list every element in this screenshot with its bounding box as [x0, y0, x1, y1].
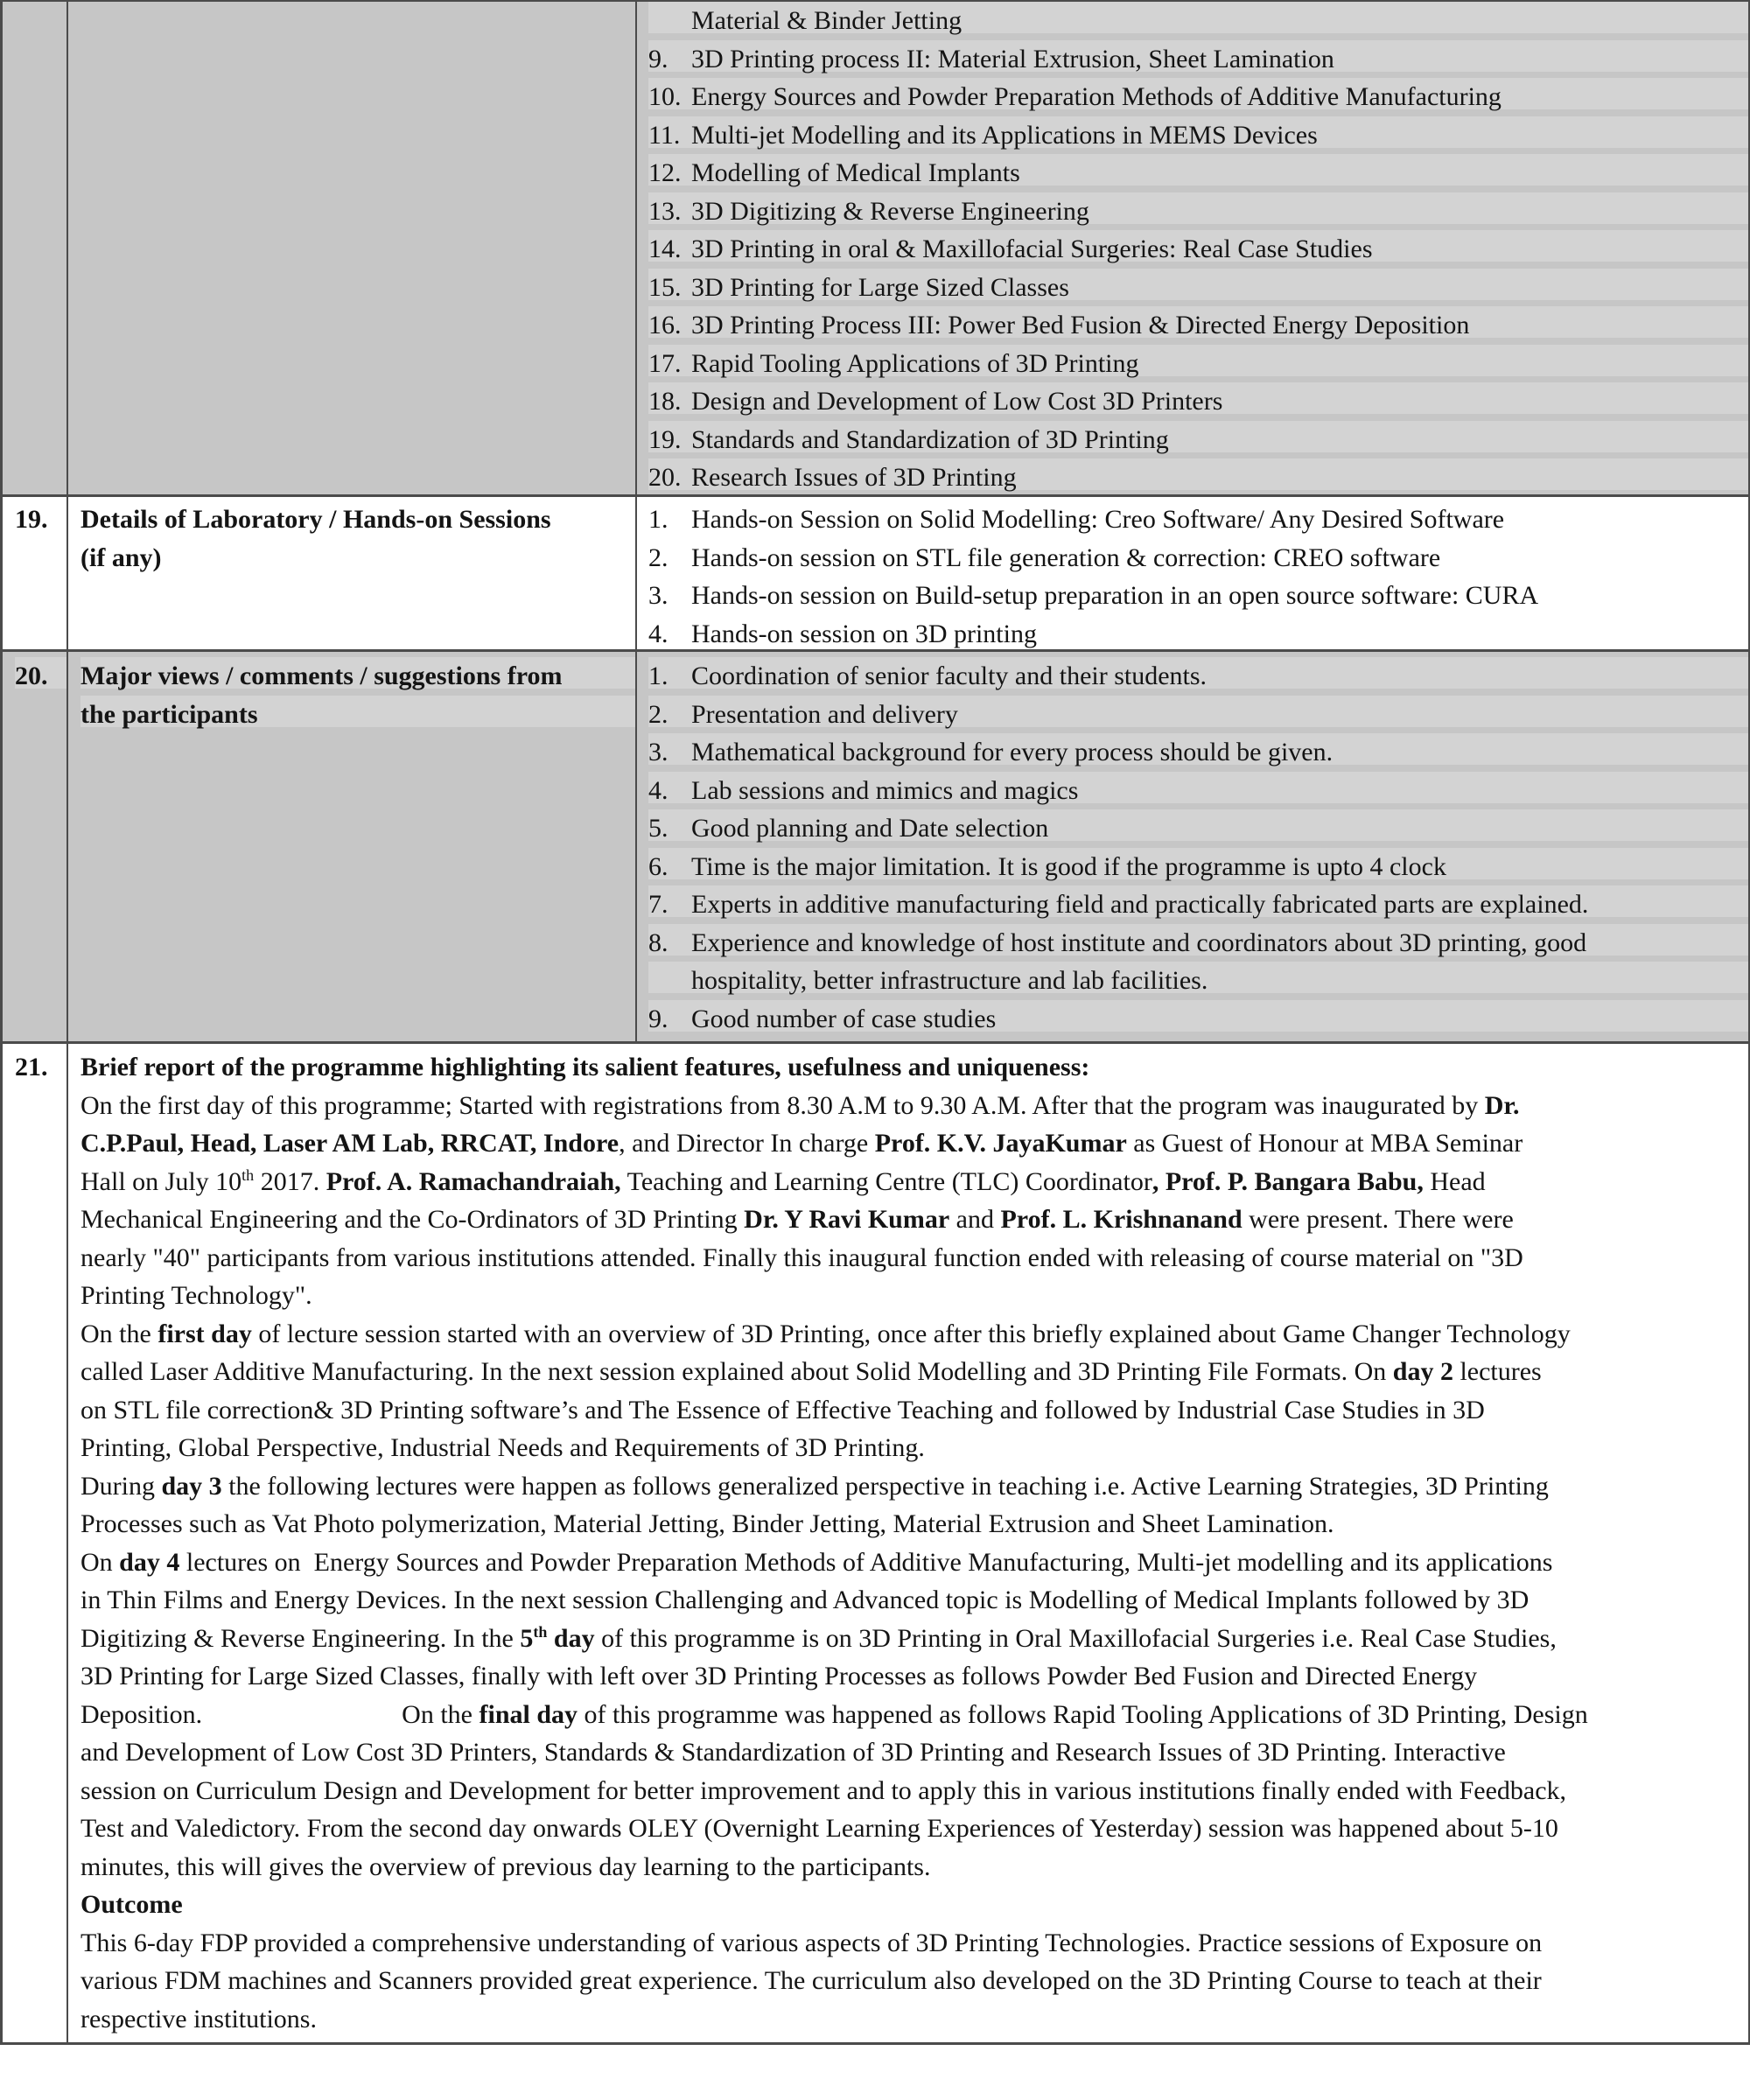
- list-text: Hands-on session on Build-setup preparation in an open source software: CURA: [691, 581, 1539, 610]
- body-text: were present. There were: [1242, 1205, 1514, 1234]
- list-text: hospitality, better infrastructure and lab facilities.: [691, 966, 1208, 995]
- list-line: [648, 78, 1748, 116]
- hands-on-sessions-list: [637, 497, 1748, 649]
- row-number-cell: [3, 497, 68, 649]
- label-line: Major views / comments / suggestions from: [80, 657, 635, 696]
- brief-report-text: [68, 1044, 1748, 2042]
- list-text: Material & Binder Jetting: [691, 6, 962, 35]
- text-line: [80, 1200, 1740, 1239]
- body-text: called Laser Additive Manufacturing. In the next session explained about Solid Modelling and 3D Printing File Formats. On: [80, 1357, 1393, 1386]
- list-text: Coordination of senior faculty and their students.: [691, 662, 1208, 690]
- bold-text: day: [547, 1623, 595, 1653]
- bold-text: final day: [479, 1699, 578, 1729]
- list-number: 13.: [648, 196, 682, 226]
- text-line: [80, 1772, 1740, 1810]
- body-text: Deposition.: [80, 1699, 203, 1729]
- body-text: and Development of Low Cost 3D Printers, Standards & Standardization of 3D Printing and Research Issues of 3D Printing. Interactive: [80, 1738, 1506, 1767]
- bold-text: Prof. K.V. JayaKumar: [874, 1129, 1127, 1158]
- list-line: [648, 657, 1748, 696]
- list-line: [648, 1000, 1748, 1039]
- text-line: [80, 1810, 1740, 1848]
- list-number: 3.: [648, 738, 668, 766]
- label-line: the participants: [80, 696, 635, 734]
- list-number: 10.: [648, 82, 682, 111]
- list-number: 7.: [648, 890, 668, 919]
- text-line: [80, 1163, 1740, 1201]
- body-text: of this programme was happened as follows Rapid Tooling Applications of 3D Printing, Design: [578, 1699, 1588, 1729]
- bold-text: , Prof. P. Bangara Babu,: [1152, 1166, 1424, 1196]
- text-line: [80, 1886, 1740, 1924]
- body-text: lectures: [1452, 1357, 1542, 1386]
- list-line: [648, 577, 1748, 615]
- text-line: [80, 1353, 1740, 1391]
- body-text: On the: [402, 1699, 480, 1729]
- bold-text: first day: [158, 1319, 252, 1348]
- list-line: [648, 809, 1748, 848]
- list-text: 3D Printing for Large Sized Classes: [691, 272, 1069, 302]
- body-text: minutes, this will gives the overview of previous day learning to the participants.: [80, 1852, 931, 1881]
- list-number: 1.: [648, 662, 668, 690]
- body-text: 2017.: [254, 1166, 326, 1196]
- label-line: (if any): [80, 542, 162, 572]
- list-text: Energy Sources and Powder Preparation Methods of Additive Manufacturing: [691, 82, 1502, 111]
- list-number: 14.: [648, 234, 682, 263]
- text-line: [80, 1657, 1740, 1696]
- body-text: on STL file correction& 3D Printing software’s and The Essence of Effective Teaching and followed by Industrial Case Studies in 3D: [80, 1395, 1485, 1424]
- body-text: On: [80, 1547, 120, 1577]
- body-text: Mechanical Engineering and the Co-Ordinators of 3D Printing: [80, 1205, 745, 1234]
- row-number: 19.: [15, 505, 48, 534]
- table-row-topics-continued: [3, 2, 1748, 497]
- list-line: [648, 615, 1748, 650]
- bold-text: day 4: [119, 1547, 180, 1577]
- bold-text: 5: [520, 1623, 534, 1653]
- list-number: 5.: [648, 814, 668, 843]
- list-number: 15.: [648, 272, 682, 302]
- body-text: th: [242, 1166, 255, 1184]
- list-number: 4.: [648, 775, 668, 805]
- body-text: , and Director In charge: [619, 1129, 875, 1158]
- row-number-cell: [3, 652, 68, 1041]
- list-text: Time is the major limitation. It is good if the programme is upto 4 clock: [691, 851, 1446, 881]
- bold-text: day 3: [161, 1471, 222, 1501]
- list-text: Standards and Standardization of 3D Printing: [691, 424, 1169, 454]
- table-row-19: [3, 497, 1748, 652]
- list-number: 6.: [648, 851, 668, 881]
- body-text: Digitizing & Reverse Engineering. In the: [80, 1623, 521, 1653]
- list-text: 3D Digitizing & Reverse Engineering: [691, 196, 1089, 226]
- list-number: 1.: [648, 505, 668, 534]
- body-text: Teaching and Learning Centre (TLC) Coordinator: [620, 1166, 1152, 1196]
- list-line: [648, 772, 1748, 810]
- body-text: During: [80, 1471, 162, 1501]
- list-number: 9.: [648, 1004, 668, 1033]
- body-text: On the first day of this programme; Started with registrations from 8.30 A.M to 9.30 A.M. After that the program was inaugurated by: [80, 1090, 1485, 1120]
- label-line: Details of Laboratory / Hands-on Sessions: [80, 505, 551, 534]
- list-line: [648, 269, 1748, 307]
- text-line: [80, 1124, 1740, 1163]
- list-number: 18.: [648, 387, 682, 416]
- text-line: [80, 1391, 1740, 1430]
- body-text: On the: [80, 1319, 158, 1348]
- list-line: [648, 962, 1748, 1000]
- bold-text: Outcome: [80, 1890, 183, 1919]
- text-line: [80, 1924, 1740, 1963]
- bold-text: Brief report of the programme highlighting its salient features, usefulness and uniqueness:: [80, 1053, 1090, 1082]
- text-line: [80, 1620, 1740, 1658]
- text-line: [80, 1277, 1740, 1315]
- bold-text: C.P.Paul, Head, Laser AM Lab, RRCAT, Indore: [80, 1129, 620, 1158]
- list-line: [648, 500, 1748, 539]
- text-line: [80, 1087, 1740, 1125]
- list-line: [648, 382, 1748, 421]
- list-line: [648, 2, 1748, 40]
- list-text: Hands-on Session on Solid Modelling: Creo Software/ Any Desired Software: [691, 505, 1505, 534]
- list-line: [648, 421, 1748, 459]
- list-text: Experience and knowledge of host institute and coordinators about 3D printing, good: [691, 928, 1587, 957]
- bold-text: Prof. A. Ramachandraiah,: [326, 1166, 621, 1196]
- list-line: [648, 924, 1748, 962]
- list-text: Hands-on session on 3D printing: [691, 619, 1037, 648]
- list-number: 2.: [648, 699, 668, 729]
- list-text: Modelling of Medical Implants: [691, 158, 1020, 187]
- text-line: [80, 1467, 1740, 1506]
- list-line: [648, 696, 1748, 734]
- body-text: and: [949, 1205, 1001, 1234]
- table-row-21: [3, 1044, 1748, 2045]
- list-text: Mathematical background for every process should be given.: [691, 738, 1334, 766]
- body-text: in Thin Films and Energy Devices. In the next session Challenging and Advanced topic is Modelling of Medical Implants followed by 3D: [80, 1586, 1530, 1614]
- list-text: Research Issues of 3D Printing: [691, 463, 1017, 492]
- list-number: 4.: [648, 619, 668, 648]
- row-label-cell-empty: [68, 2, 637, 494]
- row-number: 20.: [15, 657, 66, 696]
- body-text: 3D Printing for Large Sized Classes, finally with left over 3D Printing Processes as follows Powder Bed Fusion and Directed Energy: [80, 1662, 1478, 1690]
- list-text: Lab sessions and mimics and magics: [691, 775, 1079, 805]
- list-text: Experts in additive manufacturing field and practically fabricated parts are explained.: [691, 890, 1589, 919]
- list-line: [648, 40, 1748, 79]
- bold-text: day 2: [1392, 1357, 1453, 1386]
- body-text: lectures on Energy Sources and Powder Preparation Methods of Additive Manufacturing, Multi-jet modelling and its applications: [179, 1547, 1553, 1577]
- text-line: [80, 1505, 1740, 1544]
- list-number: 9.: [648, 44, 668, 74]
- table-row-20: [3, 652, 1748, 1044]
- list-text: Presentation and delivery: [691, 699, 958, 729]
- list-line: [648, 154, 1748, 192]
- list-line: [648, 116, 1748, 155]
- body-text: of lecture session started with an overview of 3D Printing, once after this briefly explained about Game Changer Technology: [251, 1319, 1571, 1348]
- row-19-label: [68, 497, 637, 649]
- body-text: session on Curriculum Design and Development for better improvement and to apply this in various institutions finally ended with Feedback,: [80, 1775, 1567, 1805]
- text-line: [80, 1962, 1740, 2000]
- list-text: 3D Printing Process III: Power Bed Fusion & Directed Energy Deposition: [691, 311, 1470, 340]
- text-line: [80, 1544, 1740, 1582]
- body-text: respective institutions.: [80, 2004, 317, 2034]
- body-text: This 6-day FDP provided a comprehensive understanding of various aspects of 3D Printing Technologies. Practice sessions of Exposure on: [80, 1928, 1543, 1957]
- list-text: 3D Printing process II: Material Extrusion, Sheet Lamination: [691, 44, 1334, 74]
- text-line: [80, 1315, 1740, 1354]
- row-number-cell-empty: [3, 2, 68, 494]
- text-line: [80, 2000, 1740, 2039]
- list-number: 16.: [648, 311, 682, 340]
- list-text: Design and Development of Low Cost 3D Printers: [691, 387, 1223, 416]
- list-line: [648, 230, 1748, 269]
- body-text: Printing Technology".: [80, 1281, 312, 1310]
- body-text: various FDM machines and Scanners provided great experience. The curriculum also developed on the 3D Printing Course to teach at their: [80, 1966, 1542, 1995]
- bold-text: Dr. Y Ravi Kumar: [744, 1205, 950, 1234]
- list-text: Good number of case studies: [691, 1004, 997, 1033]
- body-text: Test and Valedictory. From the second day onwards OLEY (Overnight Learning Experiences of Yesterday) session was happened about 5-10: [80, 1814, 1558, 1843]
- list-line: [648, 733, 1748, 772]
- body-text: of this programme is on 3D Printing in Oral Maxillofacial Surgeries i.e. Real Case Studies,: [594, 1623, 1557, 1653]
- list-line: [648, 848, 1748, 886]
- list-number: 19.: [648, 424, 682, 454]
- list-number: 20.: [648, 463, 682, 492]
- list-line: [648, 886, 1748, 924]
- body-text: Processes such as Vat Photo polymerization, Material Jetting, Binder Jetting, Material Extrusion and Sheet Lamination.: [80, 1509, 1334, 1538]
- list-line: [648, 192, 1748, 231]
- list-number: 12.: [648, 158, 682, 187]
- list-line: [648, 306, 1748, 345]
- topics-list: [637, 2, 1748, 494]
- list-line: [648, 345, 1748, 383]
- list-number: 2.: [648, 542, 668, 572]
- list-text: Good planning and Date selection: [691, 814, 1049, 843]
- list-text: Multi-jet Modelling and its Applications in MEMS Devices: [691, 120, 1318, 150]
- bold-text: Dr.: [1484, 1090, 1520, 1120]
- text-line: [80, 1581, 1740, 1620]
- body-text: nearly "40" participants from various institutions attended. Finally this inaugural function ended with releasing of course material on "3D: [80, 1242, 1523, 1272]
- text-line: [80, 1696, 1740, 1734]
- list-text: 3D Printing in oral & Maxillofacial Surgeries: Real Case Studies: [691, 234, 1373, 263]
- list-line: [648, 458, 1748, 494]
- body-text: Printing, Global Perspective, Industrial Needs and Requirements of 3D Printing.: [80, 1433, 925, 1462]
- list-text: Rapid Tooling Applications of 3D Printing: [691, 348, 1139, 378]
- body-text: Hall on July 10: [80, 1166, 242, 1196]
- row-20-label: [68, 652, 637, 1041]
- list-number: 17.: [648, 348, 682, 378]
- participant-comments-list: [637, 652, 1748, 1041]
- row-number-cell: [3, 1044, 68, 2042]
- text-line: [80, 1848, 1740, 1886]
- list-number: 8.: [648, 928, 668, 957]
- text-line: [80, 1733, 1740, 1772]
- bold-text: Prof. L. Krishnanand: [1000, 1205, 1242, 1234]
- body-text: as Guest of Honour at MBA Seminar: [1126, 1129, 1523, 1158]
- bold-text: th: [533, 1622, 548, 1641]
- text-line: [80, 1429, 1740, 1467]
- list-line: [648, 539, 1748, 578]
- body-text: Head: [1423, 1166, 1486, 1196]
- list-number: 3.: [648, 581, 668, 610]
- text-line: [80, 1239, 1740, 1278]
- row-number: 21.: [15, 1053, 48, 1082]
- text-line: [80, 1048, 1740, 1087]
- list-text: Hands-on session on STL file generation & correction: CREO software: [691, 542, 1441, 572]
- body-text: the following lectures were happen as follows generalized perspective in teaching i.e. Active Learning Strategies, 3D Printing: [221, 1471, 1549, 1501]
- list-number: 11.: [648, 120, 681, 150]
